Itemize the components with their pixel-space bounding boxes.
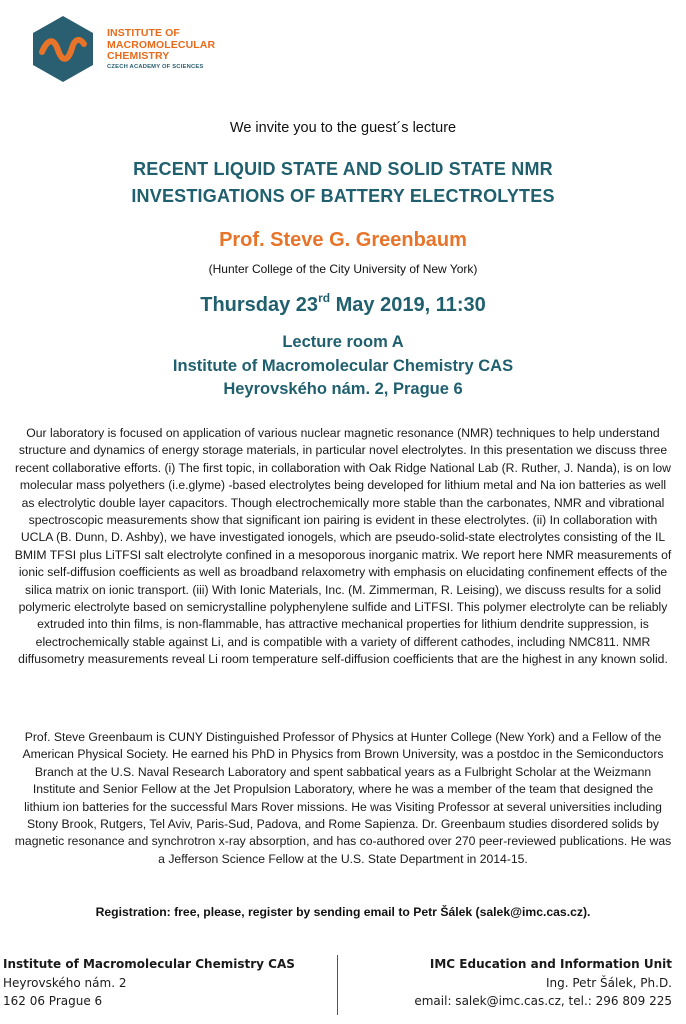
- date-prefix: Thursday 23: [200, 294, 319, 316]
- venue-address: Heyrovského nám. 2, Prague 6: [223, 380, 463, 398]
- lecture-abstract: Our laboratory is focused on application of various nuclear magnetic resonance (NMR) techniques to help understand structure and dynamics of energy storage materials, in particular novel electrolytes. In this presentation we discuss three recent collaborative efforts. (i) The first topic, in collaboration with Oak Ridge National Lab (R. Ruther, J. Nanda), is on low molecular mass polyethers (i.e.glyme) -based electrolytes being developed for lithium metal and Na ion batteries as well as electrolytic double layer capacitors. Though electrochemically more stable than the carbonates, NMR and vibrational spectroscopic measurements show that significant ion pairing is evident in these electrolytes. (ii) In collaboration with UCLA (B. Dunn, D. Ashby), we have investigated ionogels, which are pseudo-solid-state electrolytes consisting of the IL BMIM TFSI plus LiTFSI salt electrolyte confined in a mesoporous inorganic matrix. We report here NMR measurements of ionic self-diffusion coefficients as well as broadband relaxometry with emphasis on elucidating confinement effects of the silica matrix on ionic transport. (iii) With Ionic Materials, Inc. (M. Zimmerman, R. Leising), we discuss results for a solid polymeric electrolyte based on semicrystalline polyphenylene sulfide and LiTFSI. This polymer electrolyte can be reliably extruded into thin films, is non-flammable, has attractive mechanical properties for lithium dendrite suppression, is electrochemically stable against Li, and is compatible with a variety of different cathodes, including NMC811. NMR diffusometry measurements reveal Li room temperature self-diffusion coefficients that are the highest in any known solid.: [14, 426, 672, 667]
- footer-city: 162 06 Prague 6: [3, 994, 103, 1008]
- logo-line-3: CHEMISTRY: [107, 50, 170, 62]
- logo-text: [107, 28, 215, 72]
- hexagon-wave-logo-icon: [30, 14, 96, 84]
- speaker-name: Prof. Steve G. Greenbaum: [219, 229, 467, 251]
- lecture-venue: [0, 331, 686, 402]
- venue-room: Lecture room A: [282, 333, 404, 351]
- footer-person: Ing. Petr Šálek, Ph.D.: [545, 975, 672, 990]
- venue-institute: Institute of Macromolecular Chemistry CAS: [172, 356, 514, 375]
- footer-institute-name: Institute of Macromolecular Chemistry CAS: [3, 957, 295, 971]
- lecture-date: [0, 291, 686, 317]
- lecture-title-line-1: RECENT LIQUID STATE AND SOLID STATE NMR: [133, 159, 553, 179]
- registration-note: Registration: free, please, register by sending email to Petr Šálek (salek@imc.cas.cz).: [95, 905, 591, 919]
- speaker-affiliation: (Hunter College of the City University of New York): [208, 262, 478, 276]
- footer-unit: IMC Education and Information Unit: [429, 957, 672, 971]
- date-ordinal: rd: [318, 291, 331, 305]
- footer-contact: [414, 955, 672, 1011]
- logo-line-2: MACROMOLECULAR: [107, 38, 216, 51]
- logo-line-4: CZECH ACADEMY OF SCIENCES: [107, 63, 204, 70]
- lecture-title-line-2: INVESTIGATIONS OF BATTERY ELECTROLYTES: [131, 186, 555, 206]
- footer-contact-details: email: salek@imc.cas.cz, tel.: 296 809 225: [414, 994, 672, 1008]
- date-suffix: May 2019, 11:30: [330, 294, 486, 316]
- institute-logo: [30, 14, 290, 84]
- logo-line-1: INSTITUTE OF: [107, 27, 180, 39]
- invite-text: We invite you to the guest´s lecture: [229, 120, 457, 136]
- lecture-title: [0, 156, 686, 210]
- speaker-bio: Prof. Steve Greenbaum is CUNY Distinguished Professor of Physics at Hunter College (New York) and a Fellow of the American Physical Society. He earned his PhD in Physics from Brown University, was a postdoc in the Semiconductors Branch at the U.S. Naval Research Laboratory and spent sabbatical years as a Fulbright Scholar at the Weizmann Institute and Senior Fellow at the Jet Propulsion Laboratory, where he was a member of the team that designed the lithium ion batteries for the successful Mars Rover missions. He was Visiting Professor at several universities including Stony Brook, Rutgers, Tel Aviv, Paris-Sud, Padova, and Rome Sapienza. Dr. Greenbaum studies disordered solids by magnetic resonance and synchrotron x-ray absorption, and has co-authored over 270 peer-reviewed publications. He was a Jefferson Science Fellow at the U.S. State Department in 2014-15.: [14, 730, 672, 866]
- footer-institute-address: [3, 955, 295, 1011]
- footer-street: Heyrovského nám. 2: [3, 975, 127, 990]
- footer-divider: [337, 955, 338, 1015]
